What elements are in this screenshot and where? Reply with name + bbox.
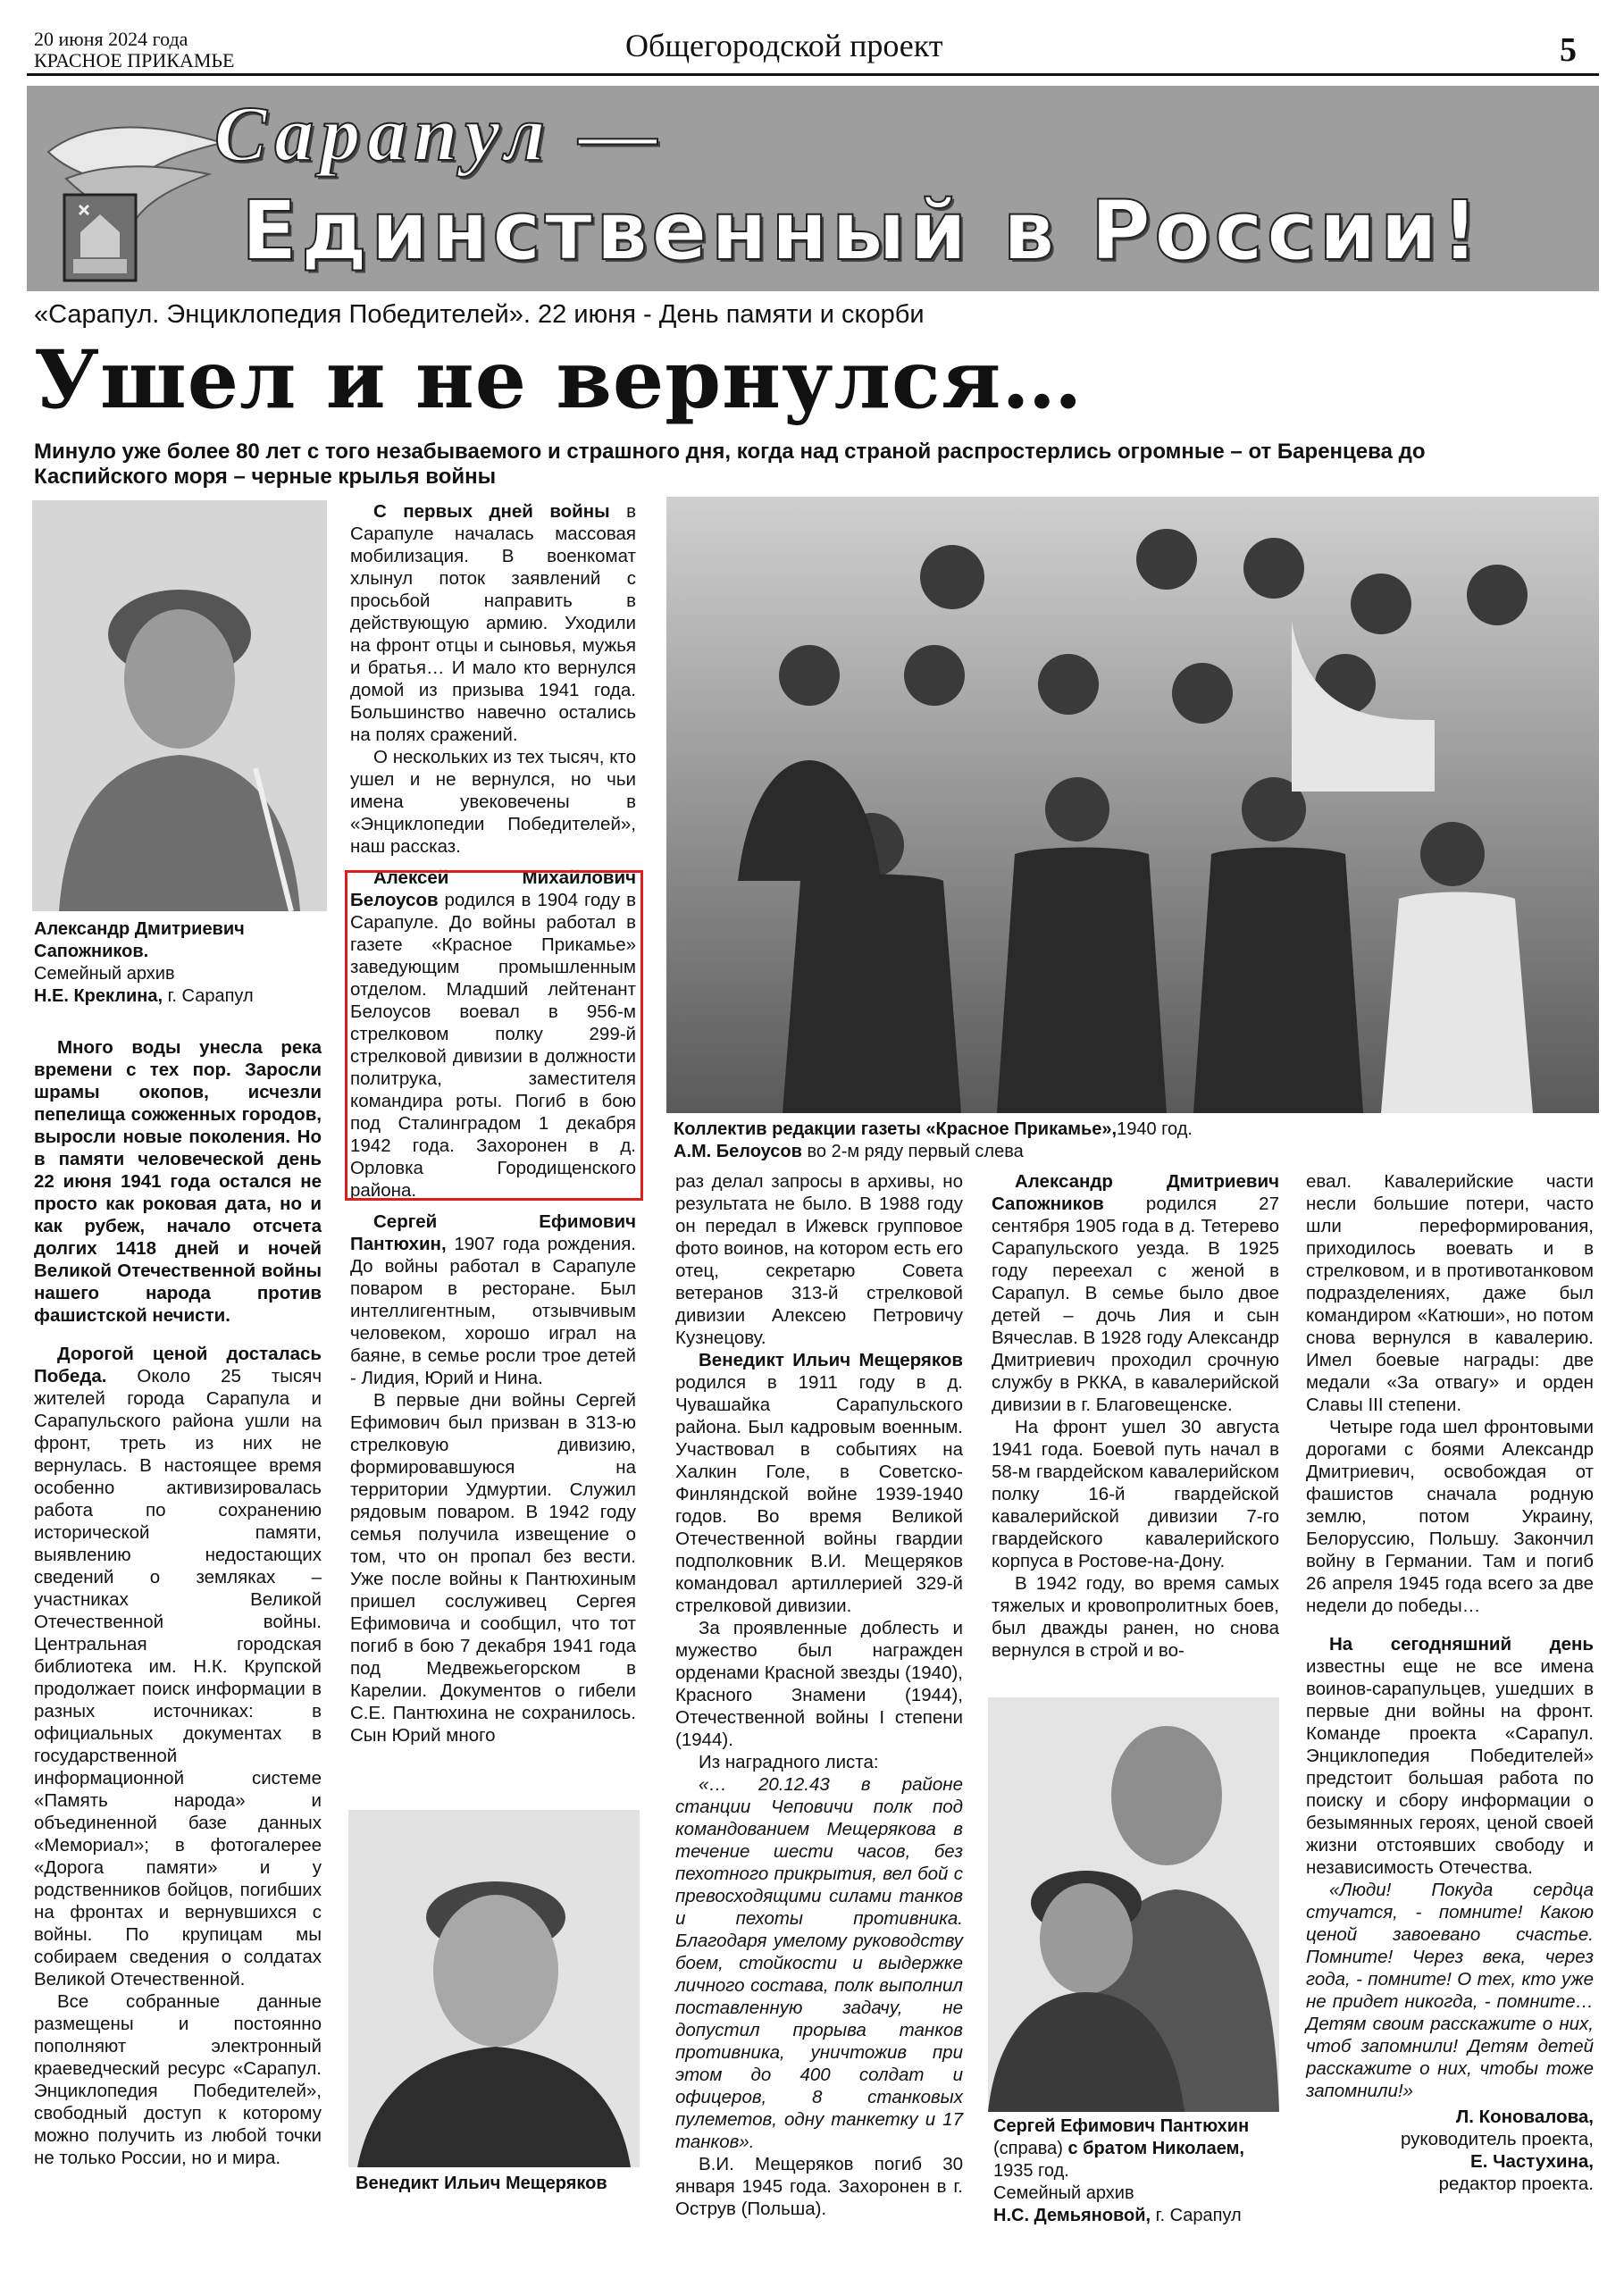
col3-p2-lead: Венедикт Ильич Мещеряков xyxy=(699,1350,963,1370)
col5-paragraph-3: известны еще не все имена воинов-сарапульцев, ушедших в первые дни войны на фронт. Команде проекта «Сарапул. Энциклопедия Победителей» предстоит большая работа по поиску и сбору информации о безымянных героях, ценой своей жизни отстоявших свободу и независимость Отечества. xyxy=(1306,1656,1594,1878)
caption-sapozhnikov xyxy=(34,918,329,1008)
caption-pantyukhin-name: Сергей Ефимович Пантюхин xyxy=(993,2116,1250,2136)
col4-p1-lead: Александр Дмитриевич Сапожников xyxy=(992,1171,1279,1214)
col1-paragraph-3: Все собранные данные размещены и постоянно пополняют электронный краеведческий ресурс «Сарапул. Энциклопедия Победителей», свободный доступ к которому можно получить из любой точки не только России, но и мира. xyxy=(34,1991,322,2168)
col3-award-quote: «… 20.12.43 в районе станции Чеповичи полк под командованием Мещерякова в течение шести часов, без пехотного прикрытия, вел бой с превосходящими силами танков и пехоты противника. Благодаря умелому руководству боем, стойкости и выдержке личного состава, полк выполнил поставленную задачу, не допустил прорыва танков противника, уничтожив при этом до 400 солдат и офицеров, 8 станковых пулеметов, одну танкетку и 17 танков». xyxy=(675,1774,963,2152)
col1-paragraph-2: Около 25 тысяч жителей города Сарапула и Сарапульского района ушли на фронт, треть из них не вернулась. В настоящее время особенно активизировалась работа по сохранению исторической памяти, выявлению недостающих сведений о земляках – участниках Великой Отечественной войны. Центральная городская библиотека им. Н.К. Крупской продолжает поиск информации в разных источниках: в официальных документах в государственной информационной системе «Память народа» и объединенной базе данных «Мемориал»; в фотогалерее «Дорога памяти» и у родственников бойцов, погибших на фронтах и вернувшихся с войны. По крупицам мы собираем сведения о солдатах Великой Отечественной. xyxy=(34,1366,322,1990)
col5-p3-lead: На сегодняшний день xyxy=(1329,1634,1594,1655)
highlight-frame-belousov xyxy=(345,870,643,1201)
signature-2-role: редактор проекта. xyxy=(1438,2174,1594,2194)
caption-group-title: Коллектив редакции газеты «Красное Прикамье», xyxy=(674,1119,1118,1139)
col4-paragraph-3: В 1942 году, во время самых тяжелых и кровопролитных боев, был дважды ранен, но снова вернулся в строй и во- xyxy=(992,1573,1279,1661)
caption-pantyukhin xyxy=(993,2115,1288,2227)
col2-paragraph-3: родился в 1904 году в Сарапуле. До войны работал в газете «Красное Прикамье» заведующим промышленным отделом. Младший лейтенант Белоусов воевал в 956-м стрелковом полку 299-й стрелковой дивизии в должности политрука, заместителя командира роты. Погиб в бою под Сталинградом 1 декабря 1942 года. Захоронен в д. Орловка Городищенского района. xyxy=(350,890,636,1201)
issue-date: 20 июня 2024 года xyxy=(34,28,188,50)
caption-editorial-team xyxy=(674,1118,1594,1163)
col2-paragraph-2: О нескольких из тех тысяч, кто ушел и не вернулся, но чьи имена увековечены в «Энциклопедии Победителей», наш рассказ. xyxy=(350,747,636,857)
caption-pantyukhin-brother: с братом Николаем, xyxy=(1067,2139,1244,2158)
caption-group-person: А.М. Белоусов xyxy=(674,1142,802,1161)
section-title: Общегородской проект xyxy=(625,28,943,63)
col3-paragraph-4: Из наградного листа: xyxy=(699,1752,879,1772)
col4-paragraph-2: На фронт ушел 30 августа 1941 года. Боевой путь начал в 58-м гвардейском кавалерийском полку 16-й гвардейской кавалерийской дивизии 7-го гвардейского кавалерийского корпуса в Ростове-на-Дону. xyxy=(992,1417,1279,1571)
col5-poem-quote: «Люди! Покуда сердца стучатся, - помните! Какою ценой завоевано счастье. Помните! Через века, через года, - помните! О тех, кто уже не придет никогда, - помните… Детям своим расскажите о них, чтоб запомнили! Детям детей расскажите о них, чтобы тоже запомнили!» xyxy=(1306,1880,1594,2101)
caption-sapozhnikov-name: Александр Дмитриевич Сапожников. xyxy=(34,919,245,961)
col5-paragraph-2: Четыре года шел фронтовыми дорогами с боями Александр Дмитриевич, освобождая от фашистов сначала родную землю, потом Украину, Белоруссию, Польшу. Закончил войну в Германии. Там и погиб 26 апреля 1945 года всего за две недели до победы… xyxy=(1306,1417,1594,1616)
caption-sapozhnikov-archive: Семейный архив xyxy=(34,964,175,984)
header-rule xyxy=(27,73,1599,76)
col2-p4-lead: Сергей Ефимович Пантюхин, xyxy=(350,1211,636,1254)
signature-2-name: Е. Частухина, xyxy=(1470,2151,1594,2172)
headline: Ушел и не вернулся… xyxy=(34,332,1084,427)
col2-p1-lead: С первых дней войны xyxy=(373,501,610,522)
signature-1-name: Л. Коновалова, xyxy=(1455,2107,1594,2127)
newspaper-name: КРАСНОЕ ПРИКАМЬЕ xyxy=(34,49,235,71)
photo-sapozhnikov xyxy=(32,500,327,911)
col1-paragraph-1: Много воды унесла река времени с тех пор. Заросли шрамы окопов, исчезли пепелища сожженных городов, выросли новые поколения. Но в памяти человеческой день 22 июня 1941 года остался не просто как роковая дата, но и как рубеж, начало отсчета долгих 1418 дней и ночей Великой Отечественной войны нашего народа против фашистской нечисти. xyxy=(34,1037,322,1326)
two-men-portrait-icon xyxy=(988,1697,1279,2112)
col3-paragraph-6: В.И. Мещеряков погиб 30 января 1945 года. Захоронен в г. Острув (Польша). xyxy=(675,2154,963,2219)
banner-title-line2: Единственный в России! xyxy=(241,183,1483,279)
caption-pantyukhin-archive: Семейный архив xyxy=(993,2183,1134,2203)
page-number: 5 xyxy=(1560,31,1577,69)
banner-title-line1: Сарапул — xyxy=(214,91,666,178)
caption-pantyukhin-owner: Н.С. Демьяновой, xyxy=(993,2206,1151,2225)
col1-p2-lead: Дорогой ценой досталась Победа. xyxy=(34,1344,322,1386)
col3-paragraph-2: родился в 1911 году в д. Чувашайка Сарапульского района. Был кадровым военным. Участвовал в событиях на Халкин Голе, в Советско-Финляндской войне 1939-1940 годов. Во время Великой Отечественной войны гвардии подполковник В.И. Мещеряков командовал артиллерией 329-й стрелковой дивизии. xyxy=(675,1372,963,1616)
column-3 xyxy=(675,1170,963,2220)
col2-paragraph-4: 1907 года рождения. До войны работал в Сарапуле поваром в ресторане. Был интеллигентным, отзывчивым человеком, хорошо играл на баяне, в семье росли трое детей - Лидия, Юрий и Нина. xyxy=(350,1234,636,1388)
column-4 xyxy=(992,1170,1279,1662)
col4-paragraph-1: родился 27 сентября 1905 года в д. Тетерево Сарапульского уезда. В 1925 году переехал с женой в Сарапул. В семье было двое детей – дочь Лия и сын Вячеслав. В 1928 году Александр Дмитриевич проходил срочную службу в РККА, в кавалерийской дивизии в г. Благовещенске. xyxy=(992,1194,1279,1415)
group-photo-icon xyxy=(666,497,1599,1113)
col2-paragraph-1: в Сарапуле началась массовая мобилизация. В военкомат хлынул поток заявлений с просьбой направить в действующую армию. Уходили на фронт отцы и сыновья, мужья и братья… И мало кто вернулся домой из призыва 1941 года. Большинство навечно остались на полях сражений. xyxy=(350,501,636,745)
signature-1-role: руководитель проекта, xyxy=(1400,2129,1594,2149)
column-1 xyxy=(34,1036,322,2169)
col5-paragraph-1: евал. Кавалерийские части несли большие потери, часто шли переформирования, приходилось воевать и в стрелковом, и в противотанковом подразделениях, даже был командиром «Катюши», но потом снова вернулся в кавалерию. Имел боевые награды: две медали «За отвагу» и орден Славы III степени. xyxy=(1306,1171,1594,1415)
lead-paragraph: Минуло уже более 80 лет с того незабываемого и страшного дня, когда над страной распростерлись огромные – от Баренцева до Каспийского моря – черные крылья войны xyxy=(34,440,1426,489)
caption-sapozhnikov-owner: Н.Е. Креклина, xyxy=(34,986,163,1006)
photo-meshcheryakov xyxy=(348,1810,640,2167)
caption-meshcheryakov: Венедикт Ильич Мещеряков xyxy=(356,2174,607,2193)
rubric: «Сарапул. Энциклопедия Победителей». 22 июня - День памяти и скорби xyxy=(34,300,925,329)
caption-group-position: во 2-м ряду первый слева xyxy=(801,1142,1024,1161)
photo-editorial-team xyxy=(666,497,1599,1113)
col2-paragraph-5: В первые дни войны Сергей Ефимович был призван в 313-ю стрелковую дивизию, формировавшуюся на территории Удмуртии. Служил рядовым поваром. В 1942 году семья получила извещение о том, что он пропал без вести. Уже после войны к Пантюхиным пришел сослуживец Сергея Ефимовича и сообщил, что тот погиб в бою 7 декабря 1941 года под Медвежьегорском в Карелии. Документов о гибели С.Е. Пантюхина не сохранилось. Сын Юрий много xyxy=(350,1390,636,1746)
caption-sapozhnikov-city: г. Сарапул xyxy=(163,986,254,1006)
caption-pantyukhin-year: 1935 год. xyxy=(993,2161,1069,2181)
photo-pantyukhin-brothers xyxy=(988,1697,1279,2112)
issue-date-block xyxy=(34,29,234,71)
officer-portrait-icon xyxy=(348,1810,640,2167)
col2-p3-lead: Алексей Михайлович Белоусов xyxy=(350,867,636,910)
col3-paragraph-3: За проявленные доблесть и мужество был награжден орденами Красной звезды (1940), Красного Знамени (1944), Отечественной войны I степени (1944). xyxy=(675,1618,963,1750)
caption-pantyukhin-right: (справа) xyxy=(993,2139,1068,2158)
col3-paragraph-1: раз делал запросы в архивы, но результата не было. В 1988 году он передал в Ижевск групповое фото воинов, на котором есть его отец, секретарю Совета ветеранов 313-й стрелковой дивизии Алексею Петровичу Кузнецову. xyxy=(675,1171,963,1348)
caption-group-year: 1940 год. xyxy=(1117,1119,1193,1139)
signatures xyxy=(1306,2106,1594,2195)
caption-pantyukhin-city: г. Сарапул xyxy=(1151,2206,1242,2225)
sarapul-emblem-icon xyxy=(30,89,236,288)
column-5 xyxy=(1306,1170,1594,2195)
soldier-portrait-icon xyxy=(32,500,327,911)
